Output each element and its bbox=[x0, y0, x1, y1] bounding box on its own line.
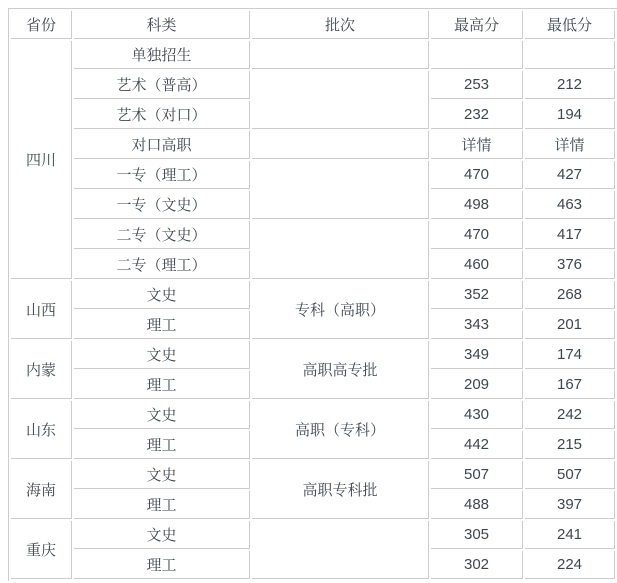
max-score-cell: 343 bbox=[431, 311, 523, 339]
table-row bbox=[11, 161, 615, 189]
table-row bbox=[11, 221, 615, 249]
max-score-cell: 470 bbox=[431, 221, 523, 249]
category-cell: 文史 bbox=[74, 521, 250, 549]
category-cell: 理工 bbox=[74, 431, 250, 459]
table-row bbox=[11, 71, 615, 99]
max-score-cell: 507 bbox=[431, 461, 523, 489]
min-score-cell: 376 bbox=[525, 251, 615, 279]
table-row bbox=[11, 41, 615, 69]
min-score-cell: 174 bbox=[525, 341, 615, 369]
category-cell: 文史 bbox=[74, 461, 250, 489]
province-cell: 山西 bbox=[11, 281, 72, 339]
min-score-cell: 241 bbox=[525, 521, 615, 549]
category-cell: 理工 bbox=[74, 311, 250, 339]
batch-cell bbox=[252, 71, 429, 129]
table-row bbox=[11, 131, 615, 159]
province-cell: 重庆 bbox=[11, 521, 72, 579]
table-row bbox=[11, 521, 615, 549]
batch-cell bbox=[252, 521, 429, 579]
category-cell: 理工 bbox=[74, 491, 250, 519]
details-link[interactable]: 详情 bbox=[431, 131, 523, 159]
max-score-cell: 442 bbox=[431, 431, 523, 459]
min-score-cell bbox=[525, 41, 615, 69]
table-header bbox=[11, 11, 615, 39]
batch-cell bbox=[252, 131, 429, 159]
header-row bbox=[11, 11, 615, 39]
min-score-cell: 224 bbox=[525, 551, 615, 579]
header-category: 科类 bbox=[74, 11, 250, 39]
min-score-cell: 463 bbox=[525, 191, 615, 219]
min-score-cell: 215 bbox=[525, 431, 615, 459]
batch-cell: 高职高专批 bbox=[252, 341, 429, 399]
max-score-cell: 498 bbox=[431, 191, 523, 219]
category-cell: 二专（文史） bbox=[74, 221, 250, 249]
max-score-cell: 460 bbox=[431, 251, 523, 279]
batch-cell: 专科（高职） bbox=[252, 281, 429, 339]
admission-scores-table bbox=[8, 8, 617, 581]
province-cell: 内蒙 bbox=[11, 341, 72, 399]
min-score-cell: 507 bbox=[525, 461, 615, 489]
min-score-cell: 397 bbox=[525, 491, 615, 519]
min-score-cell: 212 bbox=[525, 71, 615, 99]
min-score-cell: 242 bbox=[525, 401, 615, 429]
max-score-cell: 232 bbox=[431, 101, 523, 129]
batch-cell: 高职专科批 bbox=[252, 461, 429, 519]
batch-cell bbox=[252, 41, 429, 69]
min-score-cell: 268 bbox=[525, 281, 615, 309]
min-score-cell: 167 bbox=[525, 371, 615, 399]
max-score-cell: 349 bbox=[431, 341, 523, 369]
max-score-cell bbox=[431, 41, 523, 69]
header-min-score: 最低分 bbox=[525, 11, 615, 39]
category-cell: 单独招生 bbox=[74, 41, 250, 69]
batch-cell: 高职（专科） bbox=[252, 401, 429, 459]
province-cell: 山东 bbox=[11, 401, 72, 459]
max-score-cell: 352 bbox=[431, 281, 523, 309]
max-score-cell: 488 bbox=[431, 491, 523, 519]
batch-cell bbox=[252, 221, 429, 279]
province-cell: 海南 bbox=[11, 461, 72, 519]
category-cell: 理工 bbox=[74, 551, 250, 579]
category-cell: 艺术（对口） bbox=[74, 101, 250, 129]
details-link[interactable]: 详情 bbox=[525, 131, 615, 159]
max-score-cell: 209 bbox=[431, 371, 523, 399]
header-batch: 批次 bbox=[252, 11, 429, 39]
max-score-cell: 430 bbox=[431, 401, 523, 429]
table-body bbox=[11, 41, 615, 579]
min-score-cell: 417 bbox=[525, 221, 615, 249]
table-row bbox=[11, 401, 615, 429]
category-cell: 理工 bbox=[74, 371, 250, 399]
category-cell: 文史 bbox=[74, 281, 250, 309]
province-cell: 四川 bbox=[11, 41, 72, 279]
max-score-cell: 305 bbox=[431, 521, 523, 549]
category-cell: 一专（理工） bbox=[74, 161, 250, 189]
max-score-cell: 470 bbox=[431, 161, 523, 189]
min-score-cell: 194 bbox=[525, 101, 615, 129]
table-row bbox=[11, 281, 615, 309]
header-max-score: 最高分 bbox=[431, 11, 523, 39]
table-row bbox=[11, 461, 615, 489]
category-cell: 一专（文史） bbox=[74, 191, 250, 219]
category-cell: 对口高职 bbox=[74, 131, 250, 159]
table-row bbox=[11, 341, 615, 369]
category-cell: 文史 bbox=[74, 401, 250, 429]
category-cell: 文史 bbox=[74, 341, 250, 369]
batch-cell bbox=[252, 161, 429, 219]
max-score-cell: 302 bbox=[431, 551, 523, 579]
category-cell: 艺术（普高） bbox=[74, 71, 250, 99]
category-cell: 二专（理工） bbox=[74, 251, 250, 279]
header-province: 省份 bbox=[11, 11, 72, 39]
min-score-cell: 201 bbox=[525, 311, 615, 339]
max-score-cell: 253 bbox=[431, 71, 523, 99]
min-score-cell: 427 bbox=[525, 161, 615, 189]
